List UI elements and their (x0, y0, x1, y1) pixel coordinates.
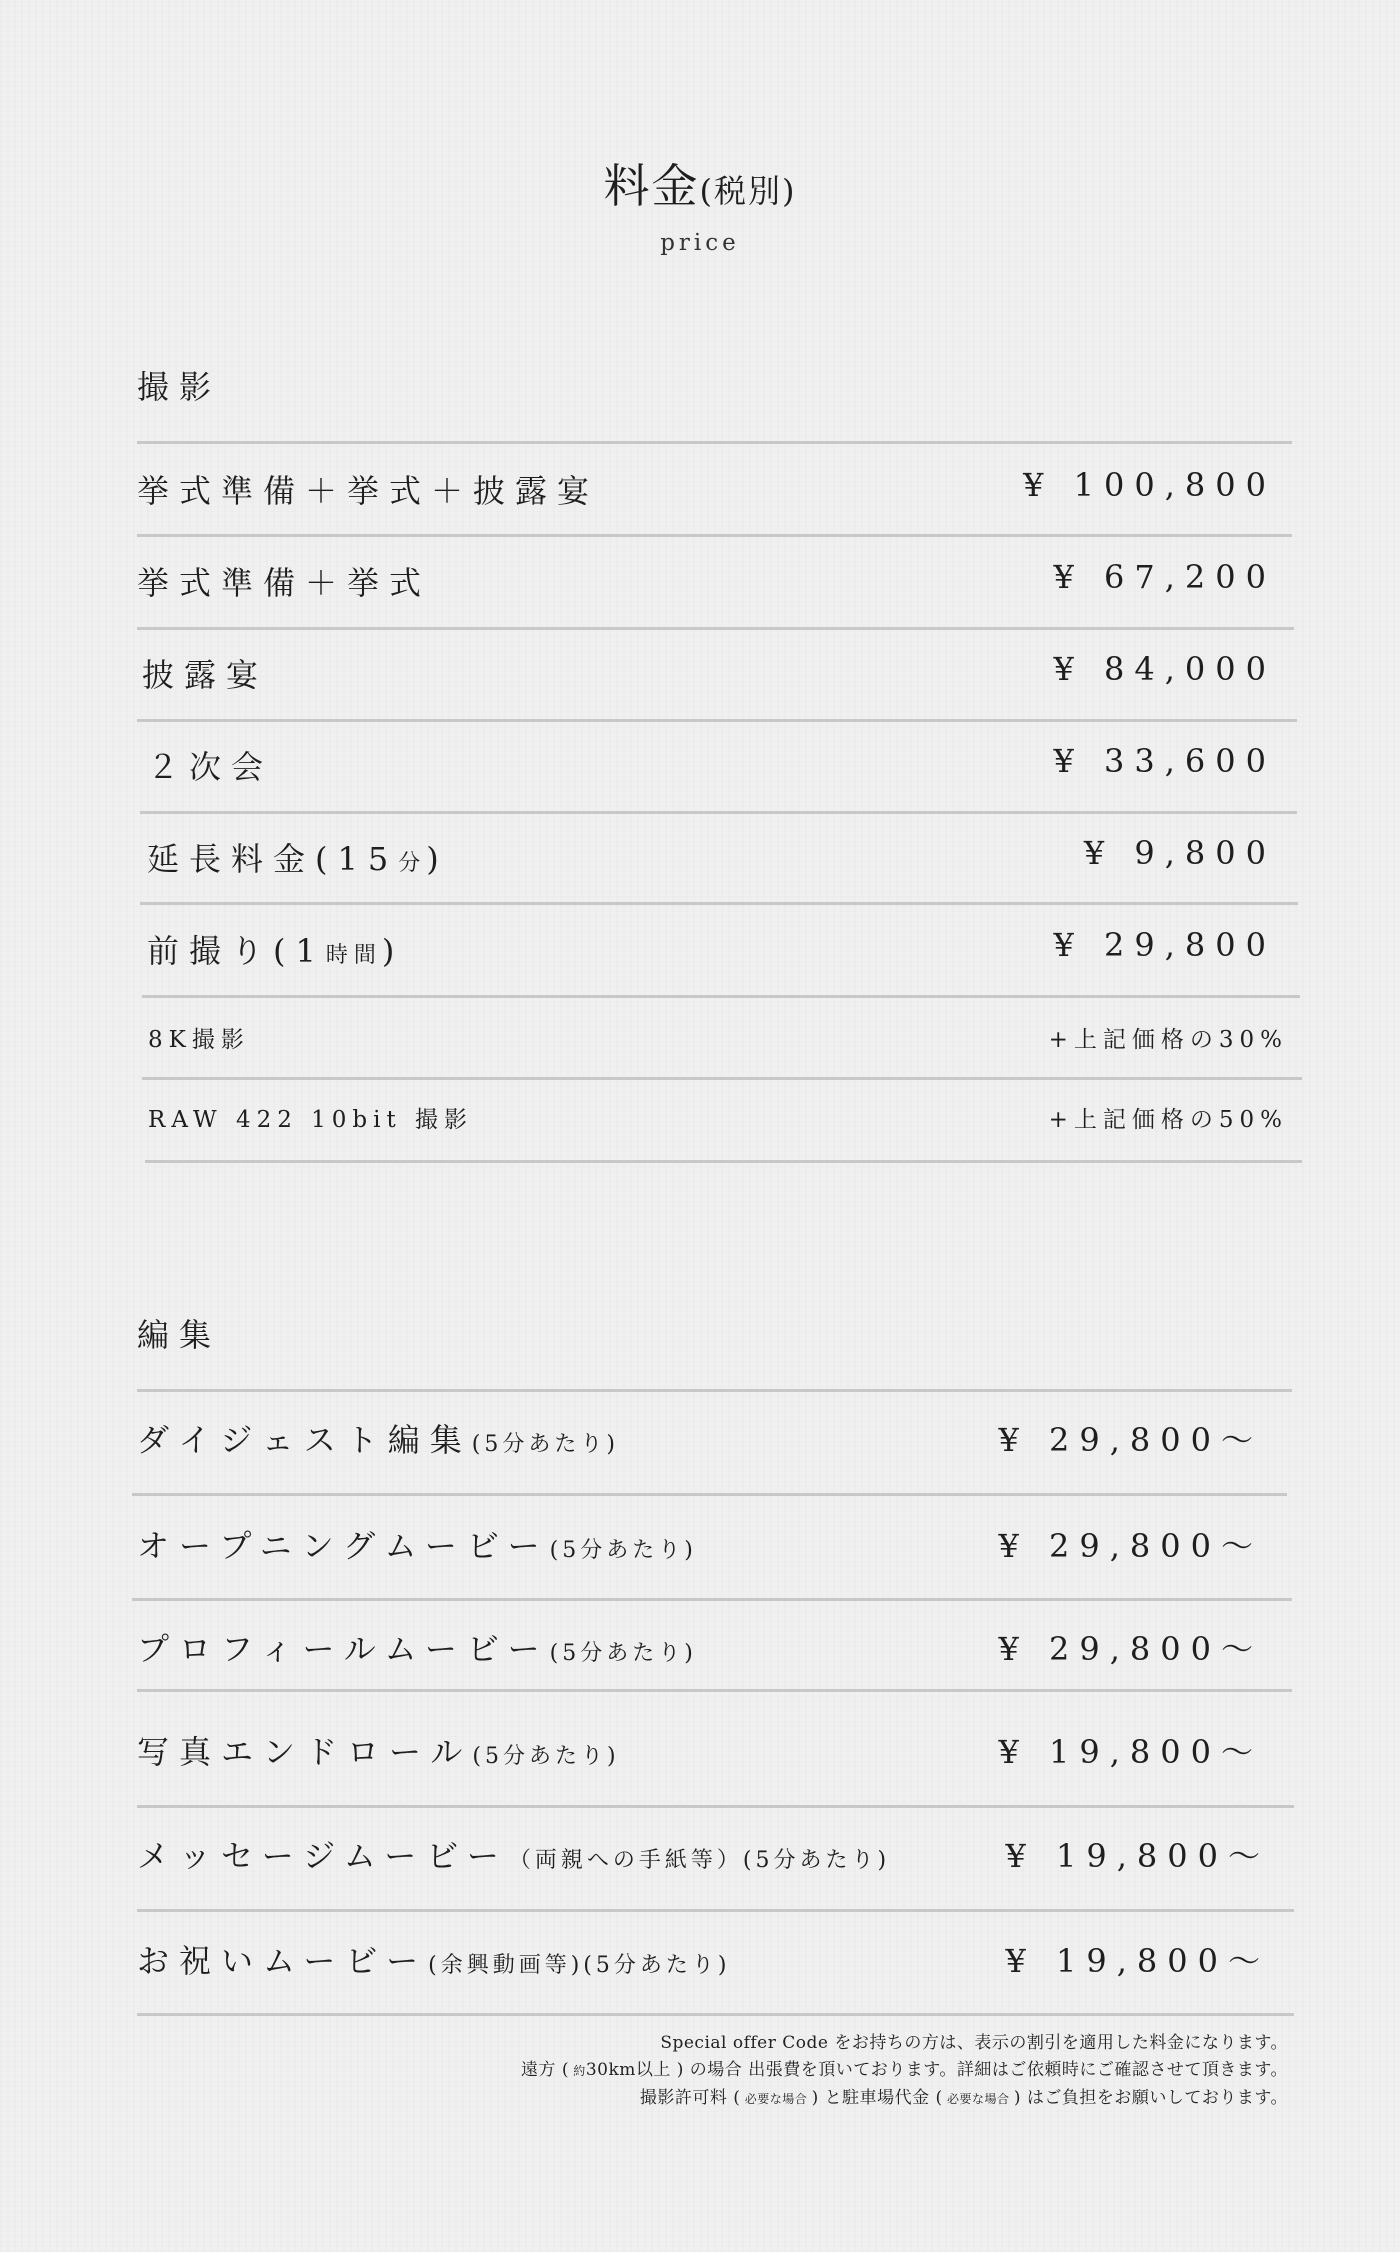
label-tail: ) (426, 840, 449, 878)
label-tail: ) (381, 932, 405, 970)
note-text: ) はご負担をお願いしております。 (1013, 2088, 1288, 2108)
label-main: 延長料金(15 (147, 840, 399, 878)
edit-row-value: ¥ 29,800〜 (998, 1630, 1263, 1668)
label-note: (5分あたり) (471, 1432, 619, 1457)
edit-section-heading: 編集 (137, 1316, 222, 1354)
note-text: ) と駐車場代金 ( (811, 2088, 943, 2108)
divider (137, 1389, 1292, 1392)
price-row-value: ¥ 29,800 (1053, 926, 1276, 964)
divider (132, 1598, 1292, 1601)
divider (145, 1160, 1302, 1163)
label-note: (5分あたり) (472, 1744, 620, 1769)
edit-row-value: ¥ 19,800〜 (1005, 1837, 1270, 1875)
note-text: 30km以上 ) の場合 出張費を頂いております。詳細はご依頼時にご確認させて頂きます。 (585, 2060, 1288, 2080)
footer-note-fees (521, 2085, 1288, 2113)
divider (137, 1689, 1292, 1692)
edit-row-label (137, 1727, 620, 1773)
label-main: 写真エンドロール (137, 1733, 473, 1771)
label-unit: 分 (398, 851, 427, 876)
page-subtitle: price (660, 230, 740, 256)
price-row-value: ¥ 100,800 (1023, 466, 1276, 504)
edit-row-label (137, 1415, 619, 1461)
price-row-label (147, 834, 449, 880)
price-row-value: ¥ 9,800 (1083, 834, 1276, 872)
note-text: 遠方 ( (520, 2060, 569, 2080)
note-small-text: 約 (568, 2064, 586, 2078)
edit-row-value: ¥ 19,800〜 (998, 1733, 1263, 1771)
footer-note-travel (521, 2057, 1288, 2085)
note-small-text: 必要な場合 (740, 2092, 812, 2106)
edit-row-value: ¥ 19,800〜 (1005, 1942, 1270, 1980)
note-text: 撮影許可料 ( (639, 2088, 741, 2108)
divider (137, 1805, 1294, 1808)
label-unit: 時間 (325, 943, 382, 968)
price-row-label: RAW 422 10bit 撮影 (148, 1107, 474, 1133)
divider (137, 2013, 1294, 2016)
price-row-value: ¥ 33,600 (1053, 742, 1276, 780)
title-text: 料金 (603, 159, 700, 213)
divider (137, 1909, 1294, 1912)
price-row-label: 8K撮影 (148, 1027, 250, 1053)
title-tax-note: (税別) (699, 172, 797, 210)
price-row-label: 挙式準備＋挙式 (137, 564, 432, 602)
edit-row-label (137, 1936, 730, 1982)
divider (142, 1077, 1302, 1080)
price-row-value: +上記価格の50% (1048, 1107, 1288, 1133)
page-header (0, 150, 1400, 256)
label-note: (5分あたり) (549, 1538, 697, 1563)
divider (142, 995, 1300, 998)
footer-notes (521, 2030, 1288, 2113)
footer-note-discount: Special offer Code をお持ちの方は、表示の割引を適用した料金になります。 (660, 2033, 1288, 2053)
photo-section-heading: 撮影 (137, 368, 222, 406)
price-row-label: 挙式準備＋挙式＋披露宴 (137, 472, 600, 510)
divider (137, 534, 1292, 537)
edit-row-value: ¥ 29,800〜 (998, 1421, 1263, 1459)
price-row-label: 披露宴 (142, 656, 269, 694)
divider (137, 719, 1297, 722)
divider (137, 627, 1294, 630)
price-row-label (147, 926, 404, 972)
price-row-value: +上記価格の30% (1048, 1027, 1288, 1053)
label-note: （両親への手紙等）(5分あたり) (508, 1848, 891, 1873)
label-main: メッセージムービー (137, 1837, 509, 1875)
label-main: プロフィールムービー (137, 1630, 550, 1668)
edit-row-value: ¥ 29,800〜 (998, 1527, 1263, 1565)
price-row-label: ２次会 (147, 748, 274, 786)
label-main: オープニングムービー (137, 1527, 550, 1565)
divider (140, 811, 1297, 814)
divider (140, 902, 1298, 905)
edit-row-label (137, 1624, 697, 1670)
label-main: 前撮り(1 (147, 932, 326, 970)
divider (132, 1493, 1287, 1496)
label-note: (5分あたり) (549, 1641, 697, 1666)
divider (137, 441, 1292, 444)
note-small-text: 必要な場合 (942, 2092, 1014, 2106)
label-main: お祝いムービー (137, 1942, 429, 1980)
price-row-value: ¥ 67,200 (1053, 558, 1276, 596)
price-row-value: ¥ 84,000 (1053, 650, 1276, 688)
label-main: ダイジェスト編集 (137, 1421, 472, 1459)
edit-row-label (137, 1521, 697, 1567)
page-title (0, 150, 1400, 216)
label-note: (余興動画等)(5分あたり) (428, 1953, 731, 1978)
edit-row-label (137, 1831, 890, 1877)
